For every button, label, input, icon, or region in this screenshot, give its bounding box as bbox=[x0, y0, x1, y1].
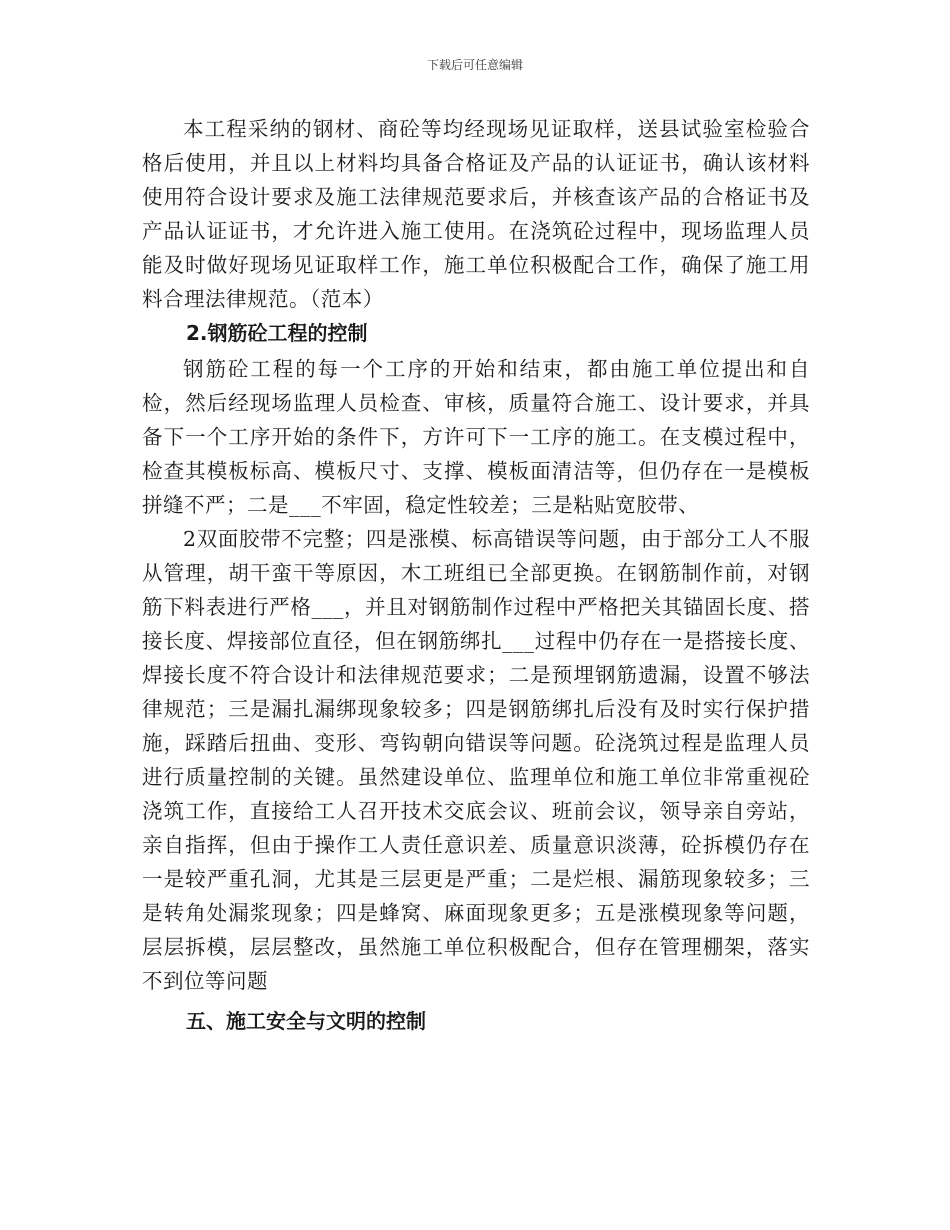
page-header: 下载后可任意编辑 bbox=[426, 58, 523, 72]
section-heading-safety: 五、施工安全与文明的控制 bbox=[186, 1009, 426, 1033]
paragraph-rebar-issues: 2双面胶带不完整；四是涨模、标高错误等问题，由于部分工人不服从管理，胡干蛮干等原因，木工班组已全部更换。在钢筋制作前，对钢筋下料表进行严格___，并且对钢筋制作过程中严格把关其锚固长度、搭接长度、焊接部位直径，但在钢筋绑扎___过程中仍存在一是搭接长度、焊接长度不符合设计和法律规范要求；二是预埋钢筋遗漏，设置不够法律规范；三是漏扎漏绑现象较多；四是钢筋绑扎后没有及时实行保护措施，踩踏后扭曲、变形、弯钩朝向错误等问题。砼浇筑过程是监理人员进行质量控制的关键。虽然建设单位、监理单位和施工单位非常重视砼浇筑工作，直接给工人召开技术交底会议、班前会议，领导亲自旁站，亲自指挥，但由于操作工人责任意识差、质量意识淡薄，砼拆模仍存在一是较严重孔洞，尤其是三层更是严重；二是烂根、漏筋现象较多；三是转角处漏浆现象；四是蜂窝、麻面现象更多；五是涨模现象等问题，层层拆模，层层整改，虽然施工单位积极配合，但存在管理棚架，落实不到位等问题 bbox=[142, 527, 810, 993]
section-heading-rebar-concrete: 2.钢筋砼工程的控制 bbox=[186, 321, 368, 345]
paragraph-materials: 本工程采纳的钢材、商砼等均经现场见证取样，送县试验室检验合格后使用，并且以上材料均具备合格证及产品的认证证书，确认该材料使用符合设计要求及施工法律规范要求后，并核查该产品的合格证书及产品认证证书，才允许进入施工使用。在浇筑砼过程中，现场监理人员能及时做好现场见证取样工作，施工单位积极配合工作，确保了施工用料合理法律规范。（范本） bbox=[142, 117, 810, 311]
paragraph-rebar-concrete: 钢筋砼工程的每一个工序的开始和结束，都由施工单位提出和自检，然后经现场监理人员检查、审核，质量符合施工、设计要求，并具备下一个工序开始的条件下，方许可下一工序的施工。在支模过程中，检查其模板标高、模板尺寸、支撑、模板面清洁等，但仍存在一是模板拼缝不严；二是___不牢固，稳定性较差；三是粘贴宽胶带、 bbox=[142, 357, 810, 517]
document-body bbox=[142, 112, 810, 1040]
